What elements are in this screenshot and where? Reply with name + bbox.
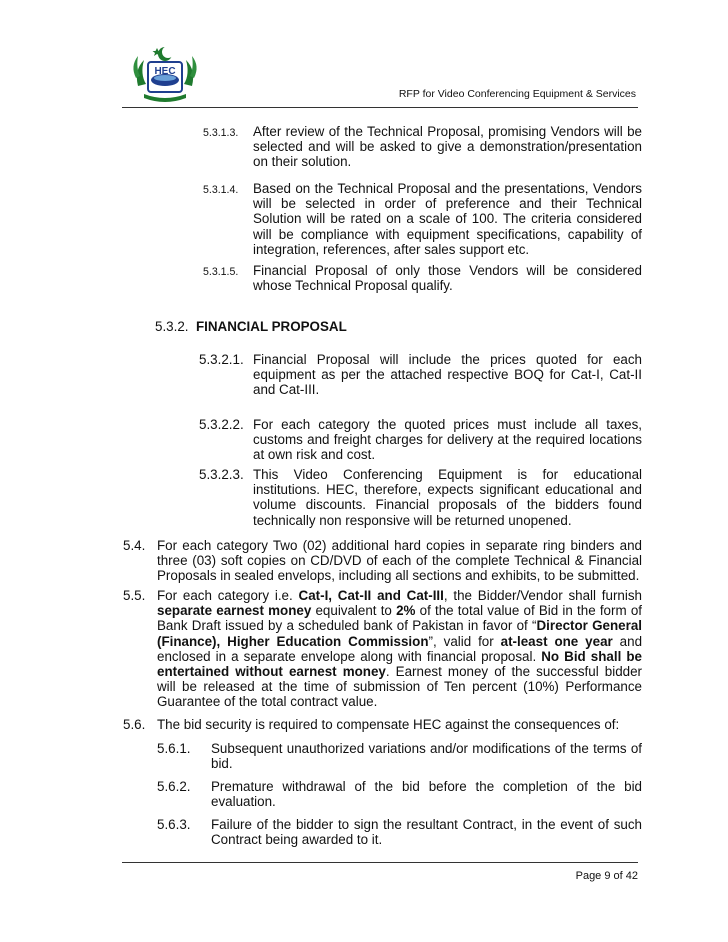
clause-text: For each category i.e. Cat-I, Cat-II and Cat-III, the Bidder/Vendor shall furnish separate earnest money equivalent to 2% of the total value of Bid in the form of Bank Draft issued by a scheduled bank of Pakistan in favor of “Director General (Finance), Higher Education Commission”, valid for at-least one year and enclosed in a separate envelope along with financial proposal. No Bid shall be entertained without earnest money. Earnest money of the successful bidder will be released at the time of submission of Ten percent (10%) Performance Guarantee of the total contract value. (157, 588, 643, 710)
clause-number: 5.6.2. (157, 779, 191, 794)
clause-number: 5.6.1. (157, 741, 191, 756)
page-number: Page 9 of 42 (575, 870, 638, 882)
clause-number: 5.3.1.4. (203, 184, 239, 196)
header-divider (122, 107, 638, 108)
clause-text: Failure of the bidder to sign the resultant Contract, in the event of such Contract being awarded to it. (211, 817, 642, 848)
clause-number: 5.4. (123, 538, 146, 553)
clause-number: 5.3.1.5. (203, 266, 239, 278)
hec-logo (128, 40, 202, 106)
clause-number: 5.3.2.2. (199, 417, 244, 432)
clause-text: For each category Two (02) additional hard copies in separate ring binders and three (03) soft copies on CD/DVD of each of the complete Technical & Financial Proposals in sealed envelops, including all sections and exhibits, to be submitted. (157, 538, 642, 584)
clause-number: 5.3.1.3. (203, 127, 239, 139)
clause-text: Financial Proposal will include the prices quoted for each equipment as per the attached respective BOQ for Cat-I, Cat-II and Cat-III. (253, 352, 642, 398)
clause-text: The bid security is required to compensate HEC against the consequences of: (157, 717, 620, 732)
clause-text: After review of the Technical Proposal, promising Vendors will be selected and will be asked to give a demonstration/presentation on their solution. (253, 124, 642, 170)
section-heading (155, 319, 347, 334)
section-title: FINANCIAL PROPOSAL (195, 319, 347, 334)
clause-number: 5.3.2.1. (199, 352, 244, 367)
footer-divider (122, 862, 638, 863)
section-number: 5.3.2. (155, 319, 189, 334)
clause-number: 5.6. (123, 717, 146, 732)
clause-text: For each category the quoted prices must include all taxes, customs and freight charges for delivery at the required locations at own risk and cost. (253, 417, 642, 463)
clause-text: This Video Conferencing Equipment is for educational institutions. HEC, therefore, expects significant educational and volume discounts. Financial proposals of the bidders found technically non responsive will be returned unopened. (253, 467, 642, 528)
clause-number: 5.3.2.3. (199, 467, 244, 482)
logo-lettering: HEC (154, 66, 176, 77)
clause-text: Based on the Technical Proposal and the presentations, Vendors will be selected in order of preference and their Technical Solution will be rated on a scale of 100. The criteria considered will be compliance with equipment specifications, capability of integration, references, after sales support etc. (253, 181, 642, 257)
clause-text: Subsequent unauthorized variations and/or modifications of the terms of bid. (211, 741, 642, 772)
header-title: RFP for Video Conferencing Equipment & Services (398, 88, 636, 100)
clause-text: Financial Proposal of only those Vendors will be considered whose Technical Proposal qualify. (253, 263, 642, 294)
clause-text: Premature withdrawal of the bid before the completion of the bid evaluation. (211, 779, 642, 810)
clause-number: 5.5. (123, 588, 146, 603)
clause-number: 5.6.3. (157, 817, 191, 832)
